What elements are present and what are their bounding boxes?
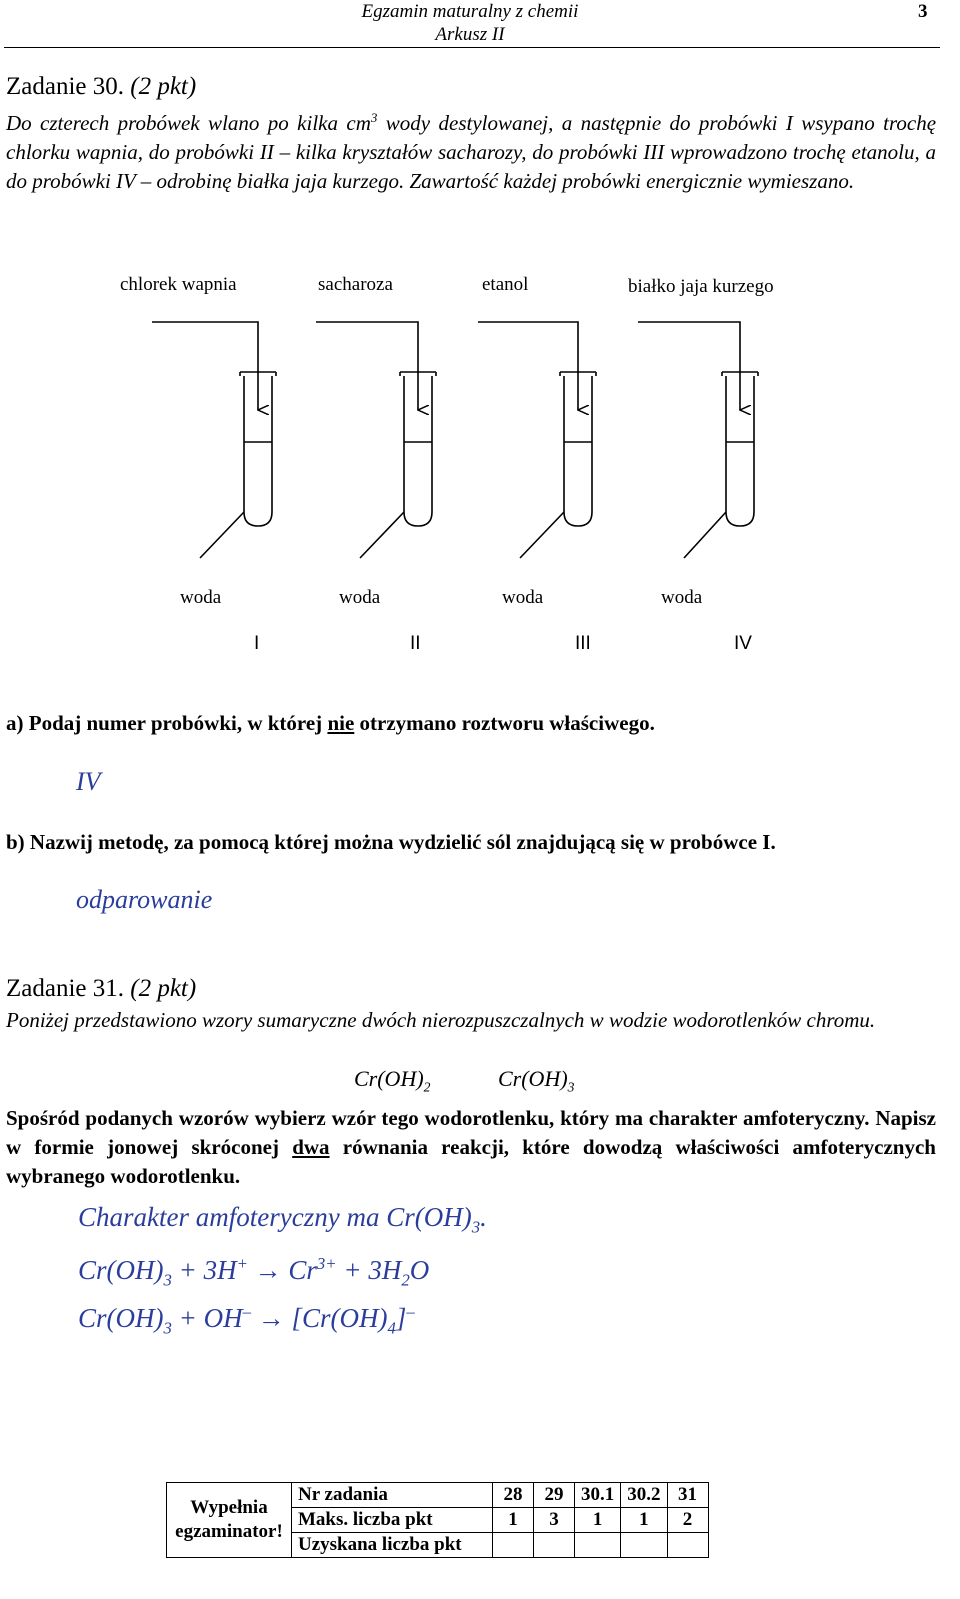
liquid-label-2: woda bbox=[339, 587, 381, 608]
max-points-cell: 1 bbox=[575, 1508, 621, 1533]
task-number-cell: 31 bbox=[667, 1483, 708, 1508]
eq2-reactant-sub: 3 bbox=[163, 1318, 172, 1338]
row-label-earned-points: Uzyskana liczba pkt bbox=[292, 1533, 493, 1558]
tube-number-4: IV bbox=[734, 633, 752, 654]
eq1-water-sub: 2 bbox=[401, 1270, 410, 1290]
eq2-product-sub: 4 bbox=[387, 1318, 396, 1338]
formula-1-sub: 2 bbox=[423, 1079, 431, 1095]
substance-label-1: chlorek wapnia bbox=[120, 274, 237, 295]
question-a-emphasis: nie bbox=[327, 711, 355, 735]
table-row bbox=[167, 1483, 709, 1508]
eq2-base-charge: – bbox=[242, 1302, 251, 1321]
eq2-reactant: Cr(OH) bbox=[78, 1303, 164, 1333]
header-divider bbox=[4, 47, 940, 48]
task31-question bbox=[6, 1104, 936, 1191]
tube-number-1: I bbox=[254, 633, 260, 654]
eq2-base: + OH bbox=[171, 1303, 243, 1333]
question-a-text: a) Podaj numer probówki, w której bbox=[6, 711, 328, 735]
max-points-cell: 1 bbox=[493, 1508, 534, 1533]
substance-label-2: sacharoza bbox=[318, 274, 393, 295]
answer-amphoteric-sub: 3 bbox=[471, 1217, 481, 1237]
task30-intro-text-2: wody destylowanej, a następnie do probówki I wsypano trochę chlorku wapnia, do probówki II – kilka kryształów sacharozy, do probówki III wprowadzono trochę etanolu, a do probówki IV – odrobinę białka jaja kurzego. Zawartość każdej probówki energicznie wymieszano. bbox=[6, 111, 937, 193]
grader-label bbox=[167, 1483, 292, 1558]
max-points-cell: 1 bbox=[621, 1508, 667, 1533]
substance-label-3: etanol bbox=[482, 274, 529, 295]
eq1-reactant-sub: 3 bbox=[163, 1270, 172, 1290]
eq2-arrow: → bbox=[250, 1303, 292, 1333]
page-number: 3 bbox=[918, 1, 928, 22]
answer-b: odparowanie bbox=[76, 885, 213, 914]
liquid-label-3: woda bbox=[502, 587, 544, 608]
answer-amphoteric-end: . bbox=[480, 1202, 487, 1232]
liquid-label-1: woda bbox=[180, 587, 222, 608]
max-points-cell: 3 bbox=[534, 1508, 575, 1533]
exam-title: Egzamin maturalny z chemii bbox=[361, 1, 579, 22]
formula-cr-oh-2 bbox=[354, 1064, 430, 1101]
grader-label-line-1: Wypełnia bbox=[190, 1497, 268, 1518]
task30-question-b: b) Nazwij metodę, za pomocą której można wydzielić sól znajdującą się w probówce I. bbox=[6, 830, 776, 854]
equation-1 bbox=[78, 1247, 429, 1297]
task31-points: (2 pkt) bbox=[130, 975, 197, 1002]
exam-sheet: Arkusz II bbox=[435, 24, 505, 45]
task30-points: (2 pkt) bbox=[130, 73, 197, 100]
task30-title: Zadanie 30. bbox=[6, 73, 125, 100]
tube-number-3: III bbox=[575, 633, 591, 654]
question-a-text-end: otrzymano roztworu właściwego. bbox=[354, 711, 655, 735]
cubic-superscript: 3 bbox=[370, 110, 378, 125]
eq1-arrow: → bbox=[247, 1255, 289, 1285]
task30-intro-text: Do czterech probówek wlano po kilka cm bbox=[6, 111, 371, 135]
tube-number-2: II bbox=[410, 633, 421, 654]
page-header bbox=[300, 0, 640, 46]
task-number-cell: 30.2 bbox=[621, 1483, 667, 1508]
equation-2 bbox=[78, 1295, 415, 1345]
eq1-acid-charge: + bbox=[236, 1254, 248, 1273]
eq2-product: [Cr(OH) bbox=[291, 1303, 388, 1333]
test-tube-2 bbox=[316, 322, 436, 558]
task31-question-emphasis: dwa bbox=[292, 1135, 330, 1159]
test-tube-1 bbox=[152, 322, 276, 558]
test-tube-3 bbox=[478, 322, 596, 558]
substance-label-4: białko jaja kurzego bbox=[628, 276, 774, 297]
answer-amphoteric-text: Charakter amfoteryczny ma Cr(OH) bbox=[78, 1202, 472, 1232]
task31-title: Zadanie 31. bbox=[6, 975, 125, 1002]
eq1-water-o: O bbox=[409, 1255, 430, 1285]
eq2-product-charge: – bbox=[406, 1302, 415, 1321]
formula-cr-oh-3 bbox=[498, 1064, 574, 1101]
row-label-task-number: Nr zadania bbox=[292, 1483, 493, 1508]
earned-points-cell[interactable] bbox=[534, 1533, 575, 1558]
eq1-acid: + 3H bbox=[171, 1255, 237, 1285]
liquid-label-4: woda bbox=[661, 587, 703, 608]
task30-question-a bbox=[6, 709, 936, 738]
earned-points-cell[interactable] bbox=[667, 1533, 708, 1558]
test-tubes-diagram bbox=[0, 300, 960, 580]
earned-points-cell[interactable] bbox=[621, 1533, 667, 1558]
answer-a: IV bbox=[76, 767, 101, 796]
task-number-cell: 28 bbox=[493, 1483, 534, 1508]
row-label-max-points: Maks. liczba pkt bbox=[292, 1508, 493, 1533]
formula-2-base: Cr(OH) bbox=[498, 1066, 568, 1091]
grading-table bbox=[166, 1482, 709, 1558]
task31-intro: Poniżej przedstawiono wzory sumaryczne dwóch nierozpuszczalnych w wodzie wodorotlenków chromu. bbox=[6, 1008, 876, 1032]
task30-intro bbox=[6, 103, 936, 196]
eq2-product-close: ] bbox=[395, 1303, 407, 1333]
task-number-cell: 29 bbox=[534, 1483, 575, 1508]
task-number-cell: 30.1 bbox=[575, 1483, 621, 1508]
max-points-cell: 2 bbox=[667, 1508, 708, 1533]
task31-question-text-end: równania reakcji, które dowodzą właściwości amfoterycznych wybranego wodorotlenku. bbox=[6, 1135, 936, 1188]
answer-amphoteric bbox=[78, 1200, 487, 1244]
eq1-product: Cr bbox=[288, 1255, 317, 1285]
eq1-reactant: Cr(OH) bbox=[78, 1255, 164, 1285]
formula-1-base: Cr(OH) bbox=[354, 1066, 424, 1091]
eq1-water: + 3H bbox=[336, 1255, 402, 1285]
earned-points-cell[interactable] bbox=[575, 1533, 621, 1558]
earned-points-cell[interactable] bbox=[493, 1533, 534, 1558]
task31-heading bbox=[6, 974, 196, 1004]
eq1-product-charge: 3+ bbox=[316, 1254, 337, 1273]
task30-heading bbox=[6, 72, 196, 102]
grader-label-line-2: egzaminator! bbox=[175, 1521, 283, 1542]
test-tube-4 bbox=[638, 322, 758, 558]
formula-2-sub: 3 bbox=[567, 1079, 575, 1095]
task31-question-text: Spośród podanych wzorów wybierz wzór tego wodorotlenku, który ma charakter amfoteryczny. Napisz w formie jonowej skróconej bbox=[6, 1106, 936, 1159]
